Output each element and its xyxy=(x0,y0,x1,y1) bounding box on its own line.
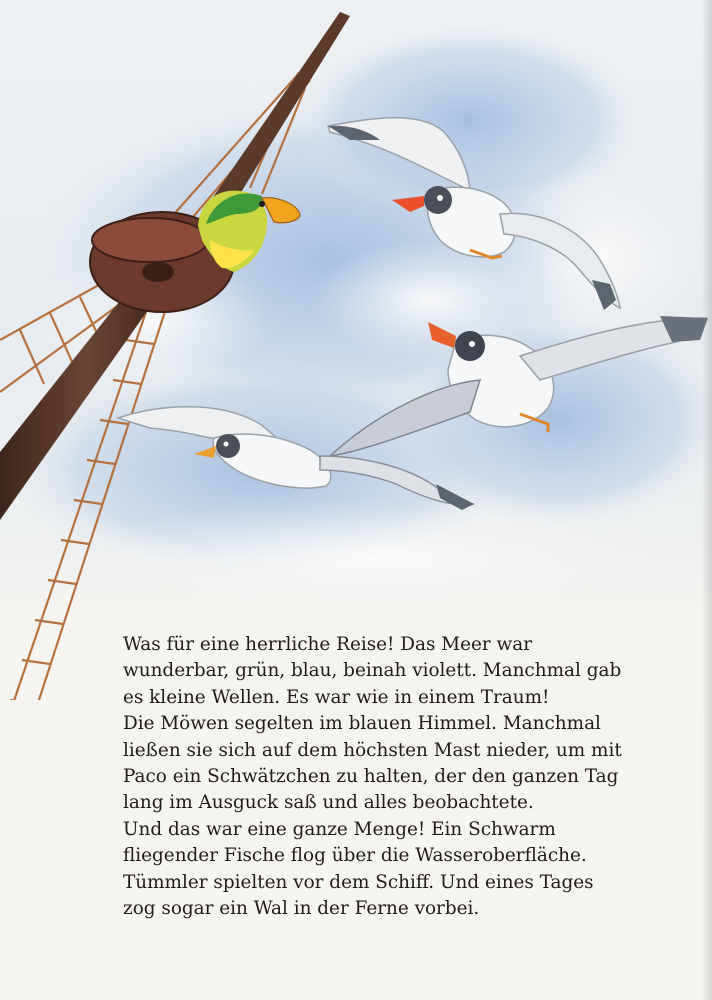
story-line: Was für eine herrliche Reise! Das Meer war xyxy=(123,634,533,655)
story-line: Paco ein Schwätzchen zu halten, der den ganzen Tag xyxy=(123,766,619,788)
story-line: Und das war eine ganze Menge! Ein Schwarm xyxy=(123,818,556,840)
story-line: wunderbar, grün, blau, beinah violett. Manchmal gab xyxy=(123,660,622,682)
story-line: Die Möwen segelten im blauen Himmel. Manchmal xyxy=(123,713,601,735)
story-line: fliegender Fische flog über die Wasseroberfläche. xyxy=(123,845,587,867)
story-text xyxy=(123,632,643,922)
story-line: zog sogar ein Wal in der Ferne vorbei. xyxy=(123,898,480,920)
story-line: ließen sie sich auf dem höchsten Mast nieder, um mit xyxy=(123,739,622,761)
story-line: es kleine Wellen. Es war wie in einem Traum! xyxy=(123,686,550,708)
story-line: lang im Ausguck saß und alles beobachtete. xyxy=(123,792,534,814)
page-edge-shadow xyxy=(702,0,712,1000)
story-line: Tümmler spielten vor dem Schiff. Und eines Tages xyxy=(123,871,594,893)
